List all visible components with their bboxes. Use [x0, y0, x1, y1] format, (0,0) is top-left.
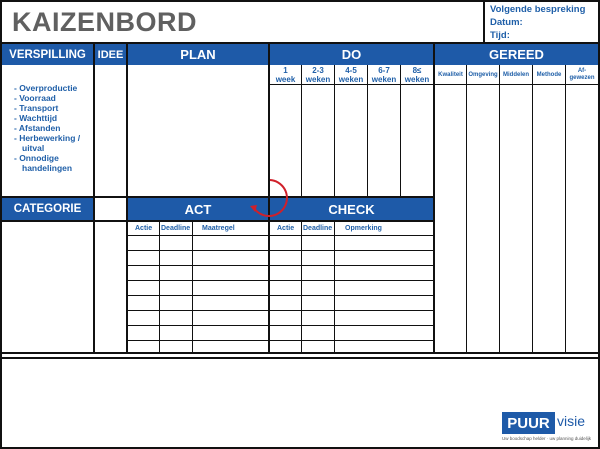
logo-tagline: Uw boodschap helder · uw planning duidelijk [502, 436, 592, 441]
act-check-row-line [127, 310, 434, 311]
gereed-col-omgeving: Omgeving [468, 71, 498, 78]
idee-header: IDEE [95, 44, 126, 65]
time-label: Tijd: [490, 30, 510, 41]
pdca-cycle-arrow-icon [248, 176, 292, 220]
check-header: CHECK [270, 198, 433, 220]
do-col-3: 4-5 weken [338, 66, 364, 84]
do-col-2: 2-3 weken [305, 66, 331, 84]
waste-item: - Onnodige [14, 153, 59, 163]
waste-item: uitval [22, 143, 45, 153]
waste-item: - Overproductie [14, 83, 78, 93]
check-col-opmerking: Opmerking [345, 225, 382, 232]
act-col-deadline: Deadline [161, 225, 191, 232]
act-check-row-line [127, 340, 434, 341]
verspilling-header: VERSPILLING [2, 44, 93, 65]
categorie-header: CATEGORIE [2, 198, 93, 220]
check-col-deadline: Deadline [303, 225, 333, 232]
plan-header: PLAN [128, 44, 268, 65]
do-header: DO [270, 44, 433, 65]
act-check-row-line [127, 280, 434, 281]
date-label: Datum: [490, 17, 523, 28]
gereed-col-kwaliteit: Kwaliteit [438, 71, 463, 78]
act-check-row-line [127, 295, 434, 296]
waste-item: - Transport [14, 103, 59, 113]
waste-item: - Wachttijd [14, 113, 58, 123]
gereed-col-methode: Methode [536, 71, 562, 78]
act-check-row-line [127, 265, 434, 266]
gereed-col-afgewezen: Af- gewezen [569, 68, 595, 81]
act-check-row-line [127, 325, 434, 326]
waste-item: - Herbewerking / [14, 133, 81, 143]
waste-item: - Voorraad [14, 93, 56, 103]
do-col-1: 1 week [275, 66, 296, 84]
check-col-actie: Actie [277, 225, 295, 232]
logo-suffix: visie [557, 413, 586, 429]
gereed-header: GEREED [435, 44, 598, 65]
act-col-maatregel: Maatregel [202, 225, 235, 232]
act-check-row-line [127, 250, 434, 251]
act-col-actie: Actie [135, 225, 153, 232]
waste-item: handelingen [22, 163, 73, 173]
waste-list [14, 83, 80, 173]
act-header: ACT [128, 198, 268, 220]
board-title: KAIZENBORD [12, 7, 197, 37]
logo-brand: PUUR [502, 412, 555, 434]
do-col-5: 8≤ weken [404, 66, 430, 84]
next-meeting-label: Volgende bespreking [490, 4, 586, 15]
act-check-row-line [127, 235, 434, 236]
do-col-4: 6-7 weken [371, 66, 397, 84]
gereed-col-middelen: Middelen [502, 71, 529, 78]
waste-item: - Afstanden [14, 123, 61, 133]
